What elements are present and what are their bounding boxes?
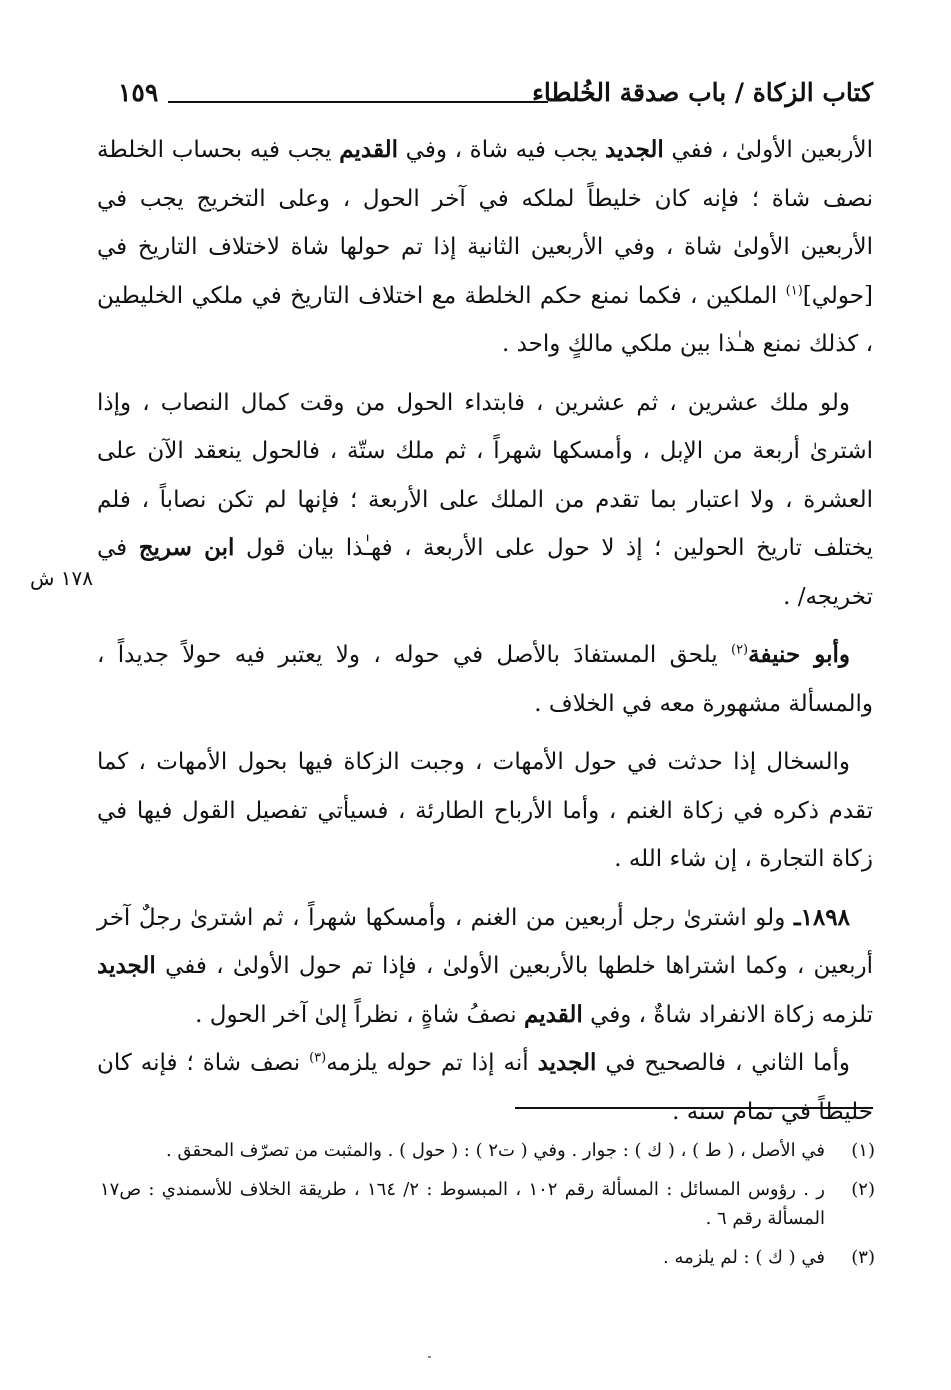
footnote-separator bbox=[515, 1107, 873, 1109]
footnote-text: في ( ك ) : لم يلزمه . bbox=[663, 1247, 825, 1268]
bold-term: ابن سريج bbox=[138, 534, 235, 561]
text-run: ولو ملك عشرين ، ثم عشرين ، فابتداء الحول من وقت كمال النصاب ، وإذا اشترىٰ أربعة من الإبل ، وأمسكها شهراً ، ثم ملك ستّة ، فالحول ينعقد الآن على العشرة ، ولا اعتبار بما تقدم من الملك على الأربعة ؛ فإنها لم تكن نصاباً ، فلم يختلف تاريخ الحولين ؛ إذ لا حول على الأربعة ، فهـٰذا بيان قول bbox=[97, 389, 873, 561]
bold-term: القديم bbox=[339, 136, 399, 163]
bold-term: الجديد bbox=[97, 952, 156, 979]
text-run: في تخريجه/ . bbox=[97, 535, 873, 610]
scan-speck bbox=[428, 1356, 431, 1358]
main-text bbox=[97, 126, 873, 1136]
bold-term: القديم bbox=[523, 1000, 583, 1028]
text-run: أنه إذا تم حوله يلزمه bbox=[326, 1050, 538, 1076]
bold-term: الجديد bbox=[605, 136, 664, 163]
text-run: يجب فيه بحساب الخلطة نصف شاة ؛ فإنه كان خليطاً لملكه في آخر الحول ، وعلى التخريج يجب في الأربعين الأولىٰ شاة ، وفي الأربعين الثانية إذا تم حولها شاة لاختلاف التاريخ في [حولي] bbox=[97, 137, 873, 309]
header-rule bbox=[168, 101, 548, 103]
footnote-number: (١) bbox=[851, 1140, 875, 1161]
text-run: الأربعين الأولىٰ ، ففي bbox=[663, 137, 873, 163]
footnote-ref: (١) bbox=[785, 282, 803, 298]
footnote-1 bbox=[100, 1136, 875, 1165]
footnote-text: ر . رؤوس المسائل : المسألة رقم ١٠٢ ، المبسوط : ٢/ ١٦٤ ، طريقة الخلاف للأسمندي : ص١٧ المسألة رقم ٦ . bbox=[100, 1179, 826, 1229]
text-run: نصفُ شاةٍ ، نظراً إلىٰ آخر الحول . bbox=[195, 1001, 524, 1028]
bold-term: وأبو حنيفة bbox=[748, 641, 851, 668]
footnote-2 bbox=[100, 1175, 875, 1233]
footnote-number: (٢) bbox=[851, 1179, 875, 1200]
margin-note: ١٧٨ ش bbox=[30, 566, 94, 590]
text-run: يلحق المستفادَ بالأصل في حوله ، ولا يعتبر فيه حولاً جديداً ، والمسألة مشهورة معه في الخلاف . bbox=[97, 642, 873, 717]
paragraph-6 bbox=[97, 1039, 873, 1136]
text-run: نصف شاة ؛ فإنه كان خليطاً في تمام سنة . bbox=[97, 1050, 873, 1125]
paragraph-5 bbox=[97, 894, 873, 1040]
text-run: يجب فيه شاة ، وفي bbox=[398, 137, 606, 163]
paragraph-2 bbox=[97, 379, 873, 622]
paragraph-3 bbox=[97, 631, 873, 728]
footnote-ref: (٢) bbox=[730, 642, 749, 658]
page-number: ١٥٩ bbox=[118, 78, 159, 107]
text-run: وأما الثاني ، فالصحيح في bbox=[596, 1050, 850, 1076]
footnote-3 bbox=[100, 1243, 875, 1272]
paragraph-1 bbox=[97, 126, 873, 369]
text-run: تلزمه زكاة الانفراد شاةٌ ، وفي bbox=[582, 1001, 873, 1028]
footnotes bbox=[100, 1136, 875, 1282]
text-run: والسخال إذا حدثت في حول الأمهات ، وجبت الزكاة فيها بحول الأمهات ، كما تقدم ذكره في زكاة الغنم ، وأما الأرباح الطارئة ، فسيأتي تفصيل القول فيها في زكاة التجارة ، إن شاء الله . bbox=[97, 749, 873, 872]
text-run: ولو اشترىٰ رجل أربعين من الغنم ، وأمسكها شهراً ، ثم اشترىٰ رجلٌ آخر أربعين ، وكما اشتراها خلطها بالأربعين الأولىٰ ، فإذا تم حول الأولىٰ ، ففي bbox=[97, 904, 873, 979]
running-title: كتاب الزكاة / باب صدقة الخُلطاء bbox=[532, 78, 873, 107]
paragraph-4 bbox=[97, 738, 873, 884]
running-header bbox=[100, 78, 873, 122]
footnote-ref: (٣) bbox=[309, 1050, 327, 1066]
footnote-text: في الأصل ، ( ط ) ، ( ك ) : جوار . وفي ( ت٢ ) : ( حول ) . والمثبت من تصرّف المحقق . bbox=[166, 1140, 825, 1161]
text-run: الملكين ، فكما نمنع حكم الخلطة مع اختلاف التاريخ في ملكي الخليطين ، كذلك نمنع هـٰذا بين ملكي مالكٍ واحد . bbox=[97, 282, 873, 357]
bold-term: الجديد bbox=[537, 1049, 597, 1076]
section-number: ١٨٩٨ـ bbox=[793, 903, 850, 931]
footnote-number: (٣) bbox=[851, 1247, 875, 1268]
